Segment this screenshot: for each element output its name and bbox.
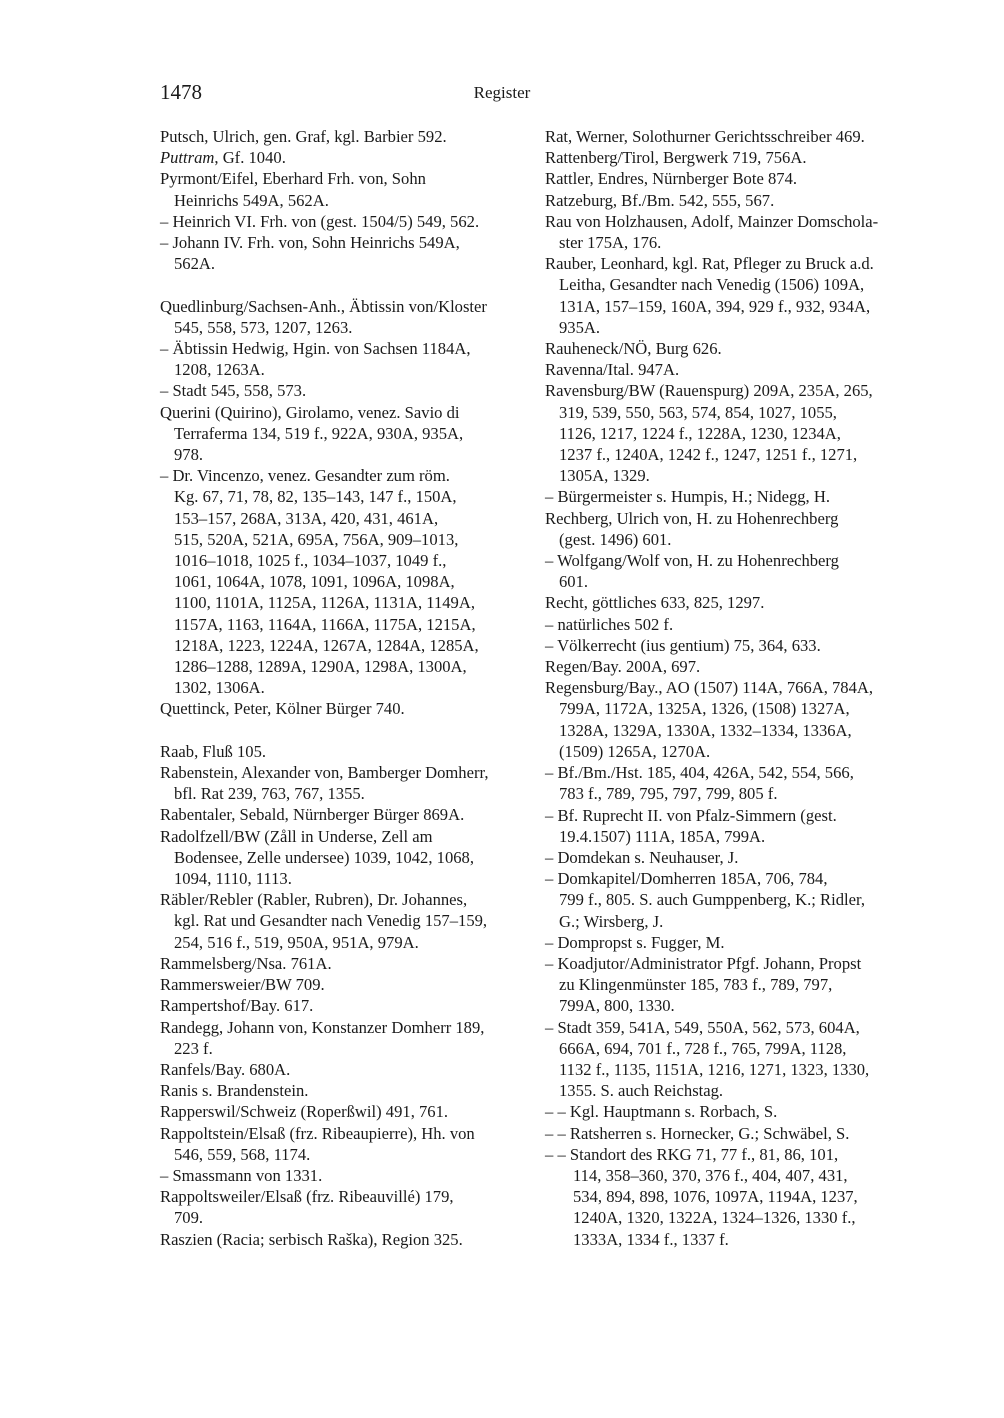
index-entry <box>545 677 909 762</box>
entry-line: – – Standort des RKG 71, 77 f., 81, 86, 101, <box>545 1144 839 1164</box>
entry-line: Regensburg/Bay., AO (1507) 114A, 766A, 784A, <box>545 678 874 698</box>
entry-line: Ranis s. Brandenstein. <box>160 1081 309 1101</box>
entry-line: 534, 894, 898, 1076, 1097A, 1194A, 1237, <box>573 1187 858 1207</box>
entry-line: Querini (Quirino), Girolamo, venez. Savio di <box>160 402 460 422</box>
entry-line: ster 175A, 176. <box>559 233 662 253</box>
index-entry <box>545 762 909 804</box>
entry-line: – Koadjutor/Administrator Pfgf. Johann, Propst <box>545 953 862 973</box>
entry-line: Pyrmont/Eifel, Eberhard Frh. von, Sohn <box>160 169 426 189</box>
entry-line: 545, 558, 573, 1207, 1263. <box>174 317 353 337</box>
index-entry <box>545 1123 909 1144</box>
entry-line: zu Klingenmünster 185, 783 f., 789, 797, <box>559 975 833 995</box>
entry-line: 319, 539, 550, 563, 574, 854, 1027, 1055, <box>559 402 837 422</box>
entry-line: Rauber, Leonhard, kgl. Rat, Pfleger zu Bruck a.d. <box>545 254 874 274</box>
entry-line: – Heinrich VI. Frh. von (gest. 1504/5) 549, 562. <box>160 211 480 231</box>
entry-line: 935A. <box>559 317 601 337</box>
entry-line: Räbler/Rebler (Rabler, Rubren), Dr. Johannes, <box>160 890 468 910</box>
entry-line: 114, 358–360, 370, 376 f., 404, 407, 431, <box>573 1165 848 1185</box>
entry-line: Rau von Holzhausen, Adolf, Mainzer Domschola- <box>545 211 879 231</box>
index-entry <box>545 614 909 635</box>
index-entry <box>160 126 522 147</box>
index-entry <box>160 1101 522 1122</box>
index-entry <box>160 232 522 274</box>
entry-line: 799A, 800, 1330. <box>559 996 675 1016</box>
index-entry <box>160 211 522 232</box>
entry-line: 1208, 1263A. <box>174 360 265 380</box>
entry-line: 799A, 1172A, 1325A, 1326, (1508) 1327A, <box>559 699 850 719</box>
index-entry <box>160 1123 522 1165</box>
entry-line: – Stadt 545, 558, 573. <box>160 381 307 401</box>
index-entry <box>545 635 909 656</box>
entry-line: 783 f., 789, 795, 797, 799, 805 f. <box>559 784 778 804</box>
index-entry <box>160 168 522 210</box>
entry-line: 223 f. <box>174 1038 213 1058</box>
index-entry <box>160 296 522 338</box>
entry-line: – – Kgl. Hauptmann s. Rorbach, S. <box>545 1102 778 1122</box>
index-entry <box>545 932 909 953</box>
entry-line: Rappoltsweiler/Elsaß (frz. Ribeauvillé) 179, <box>160 1187 454 1207</box>
entry-line: – Dr. Vincenzo, venez. Gesandter zum röm. <box>160 466 450 486</box>
entry-line: 666A, 694, 701 f., 728 f., 765, 799A, 1128, <box>559 1038 847 1058</box>
entry-line: 1218A, 1223, 1224A, 1267A, 1284A, 1285A, <box>174 635 479 655</box>
entry-line: 131A, 157–159, 160A, 394, 929 f., 932, 934A, <box>559 296 871 316</box>
entry-line: 19.4.1507) 111A, 185A, 799A. <box>559 826 766 846</box>
entry-line: – Dompropst s. Fugger, M. <box>545 932 725 952</box>
entry-line: 546, 559, 568, 1174. <box>174 1144 311 1164</box>
entry-line: Putsch, Ulrich, gen. Graf, kgl. Barbier 592. <box>160 127 447 146</box>
entry-line: 799 f., 805. S. auch Gumppenberg, K.; Ridler, <box>559 890 865 910</box>
index-entry <box>160 974 522 995</box>
entry-line: Kg. 67, 71, 78, 82, 135–143, 147 f., 150A, <box>174 487 457 507</box>
entry-line: 601. <box>559 572 589 592</box>
index-column-left <box>160 126 522 1250</box>
index-entry <box>545 126 909 147</box>
entry-line: – Bf./Bm./Hst. 185, 404, 426A, 542, 554, 566, <box>545 763 854 783</box>
entry-line: Regen/Bay. 200A, 697. <box>545 657 701 677</box>
section-gap <box>160 274 522 295</box>
index-entry <box>160 1080 522 1101</box>
entry-line: Terraferma 134, 519 f., 922A, 930A, 935A, <box>174 423 464 443</box>
entry-line: Recht, göttliches 633, 825, 1297. <box>545 593 765 613</box>
entry-line: Rabentaler, Sebald, Nürnberger Bürger 869A. <box>160 805 465 825</box>
entry-line: Rampertshof/Bay. 617. <box>160 996 314 1016</box>
index-entry <box>545 508 909 550</box>
index-entry <box>545 1017 909 1102</box>
entry-line: 1100, 1101A, 1125A, 1126A, 1131A, 1149A, <box>174 593 475 613</box>
entry-line: Leitha, Gesandter nach Venedig (1506) 109A, <box>559 275 865 295</box>
entry-line: – Domkapitel/Domherren 185A, 706, 784, <box>545 869 828 889</box>
index-entry <box>160 804 522 825</box>
index-entry <box>160 1229 522 1250</box>
entry-line: 153–157, 268A, 313A, 420, 431, 461A, <box>174 508 439 528</box>
index-entry <box>160 698 522 719</box>
index-entry <box>545 190 909 211</box>
entry-line: Radolfzell/BW (Zåll in Underse, Zell am <box>160 826 433 846</box>
index-entry <box>545 847 909 868</box>
entry-line: 1157A, 1163, 1164A, 1166A, 1175A, 1215A, <box>174 614 476 634</box>
entry-line: 562A. <box>174 254 216 274</box>
entry-line: 1094, 1110, 1113. <box>174 869 292 889</box>
entry-line: Rattler, Endres, Nürnberger Bote 874. <box>545 169 798 189</box>
entry-line: Bodensee, Zelle undersee) 1039, 1042, 1068, <box>174 847 474 867</box>
entry-line: Quettinck, Peter, Kölner Bürger 740. <box>160 699 405 719</box>
entry-line: G.; Wirsberg, J. <box>559 911 664 931</box>
entry-line: – Bf. Ruprecht II. von Pfalz-Simmern (gest. <box>545 805 837 825</box>
index-entry <box>160 1186 522 1228</box>
entry-line: Rattenberg/Tirol, Bergwerk 719, 756A. <box>545 148 807 168</box>
entry-line: Rauheneck/NÖ, Burg 626. <box>545 339 722 359</box>
entry-line: Rabenstein, Alexander von, Bamberger Domherr, <box>160 763 489 783</box>
entry-line: 1333A, 1334 f., 1337 f. <box>573 1229 729 1249</box>
entry-line: Ranfels/Bay. 680A. <box>160 1059 291 1079</box>
entry-line: Ratzeburg, Bf./Bm. 542, 555, 567. <box>545 190 775 210</box>
index-entry <box>545 211 909 253</box>
entry-line: 1016–1018, 1025 f., 1034–1037, 1049 f., <box>174 551 447 571</box>
entry-line: 1126, 1217, 1224 f., 1228A, 1230, 1234A, <box>559 423 841 443</box>
index-entry <box>545 486 909 507</box>
entry-line: Rechberg, Ulrich von, H. zu Hohenrechberg <box>545 508 839 528</box>
entry-line: – Wolfgang/Wolf von, H. zu Hohenrechberg <box>545 551 839 571</box>
entry-line: 254, 516 f., 519, 950A, 951A, 979A. <box>174 932 419 952</box>
entry-line: 1061, 1064A, 1078, 1091, 1096A, 1098A, <box>174 572 455 592</box>
index-entry <box>545 380 909 486</box>
entry-line: – Bürgermeister s. Humpis, H.; Nidegg, H. <box>545 487 830 507</box>
index-entry <box>160 465 522 698</box>
index-entry <box>160 741 522 762</box>
entry-line: Rammelsberg/Nsa. 761A. <box>160 953 332 973</box>
entry-line: 1286–1288, 1289A, 1290A, 1298A, 1300A, <box>174 657 467 677</box>
entry-line: Rapperswil/Schweiz (Roperßwil) 491, 761. <box>160 1102 449 1122</box>
entry-line: Rappoltstein/Elsaß (frz. Ribeaupierre), Hh. von <box>160 1123 475 1143</box>
entry-line: – Johann IV. Frh. von, Sohn Heinrichs 549A, <box>160 233 460 253</box>
entry-line: Raszien (Racia; serbisch Raška), Region 325. <box>160 1229 463 1249</box>
entry-line: 1302, 1306A. <box>174 678 265 698</box>
index-entry <box>545 550 909 592</box>
index-entry <box>545 656 909 677</box>
entry-line: – Domdekan s. Neuhauser, J. <box>545 847 739 867</box>
index-entry <box>545 338 909 359</box>
index-entry <box>160 1059 522 1080</box>
index-entry <box>160 826 522 890</box>
entry-line: 1237 f., 1240A, 1242 f., 1247, 1251 f., 1271, <box>559 445 858 465</box>
entry-line: Ravenna/Ital. 947A. <box>545 360 680 380</box>
entry-line: 978. <box>174 445 204 465</box>
index-entry <box>160 995 522 1016</box>
entry-line: 1328A, 1329A, 1330A, 1332–1334, 1336A, <box>559 720 852 740</box>
entry-line: (gest. 1496) 601. <box>559 529 672 549</box>
entry-line: Randegg, Johann von, Konstanzer Domherr 189, <box>160 1017 485 1037</box>
entry-line: (1509) 1265A, 1270A. <box>559 741 711 761</box>
index-entry <box>545 359 909 380</box>
entry-head-italic: Puttram <box>160 148 215 168</box>
entry-line: 709. <box>174 1208 204 1228</box>
index-entry <box>160 1165 522 1186</box>
index-entry <box>160 1017 522 1059</box>
entry-line: Rammersweier/BW 709. <box>160 975 325 995</box>
entry-line: – Stadt 359, 541A, 549, 550A, 562, 573, 604A, <box>545 1017 860 1037</box>
index-entry <box>545 592 909 613</box>
entry-line: Quedlinburg/Sachsen-Anh., Äbtissin von/Kloster <box>160 296 487 316</box>
index-entry <box>545 1144 909 1250</box>
index-entry <box>160 953 522 974</box>
page-number: 1478 <box>160 80 202 104</box>
entry-line: 1240A, 1320, 1322A, 1324–1326, 1330 f., <box>573 1208 856 1228</box>
entry-line: – Völkerrecht (ius gentium) 75, 364, 633. <box>545 635 821 655</box>
entry-line: – natürliches 502 f. <box>545 614 674 634</box>
index-entry <box>545 147 909 168</box>
entry-line: – Smassmann von 1331. <box>160 1165 323 1185</box>
index-entry <box>160 762 522 804</box>
entry-line: – Äbtissin Hedwig, Hgin. von Sachsen 1184A, <box>160 339 471 359</box>
index-entry <box>160 889 522 953</box>
index-entry <box>545 953 909 1017</box>
entry-line: Raab, Fluß 105. <box>160 741 267 761</box>
index-entry <box>160 338 522 380</box>
index-entry <box>545 253 909 338</box>
entry-line: 515, 520A, 521A, 695A, 756A, 909–1013, <box>174 529 459 549</box>
entry-line: kgl. Rat und Gesandter nach Venedig 157–159, <box>174 911 488 931</box>
entry-line: 1355. S. auch Reichstag. <box>559 1081 724 1101</box>
index-entry <box>545 868 909 932</box>
running-head: Register <box>473 83 531 102</box>
index-entry <box>545 805 909 847</box>
entry-line: 1305A, 1329. <box>559 466 650 486</box>
entry-line: Rat, Werner, Solothurner Gerichtsschreiber 469. <box>545 127 865 146</box>
index-entry <box>545 1101 909 1122</box>
entry-line: Heinrichs 549A, 562A. <box>174 190 329 210</box>
index-entry <box>160 402 522 466</box>
entry-line: bfl. Rat 239, 763, 767, 1355. <box>174 784 365 804</box>
entry-line: – – Ratsherren s. Hornecker, G.; Schwäbel, S. <box>545 1123 850 1143</box>
index-entry <box>160 380 522 401</box>
entry-line: Ravensburg/BW (Rauenspurg) 209A, 235A, 265, <box>545 381 873 401</box>
index-entry <box>545 168 909 189</box>
index-entry <box>160 147 522 168</box>
section-gap <box>160 720 522 741</box>
index-column-right <box>545 126 909 1250</box>
entry-line: 1132 f., 1135, 1151A, 1216, 1271, 1323, 1330, <box>559 1059 870 1079</box>
entry-line: , Gf. 1040. <box>214 148 286 168</box>
